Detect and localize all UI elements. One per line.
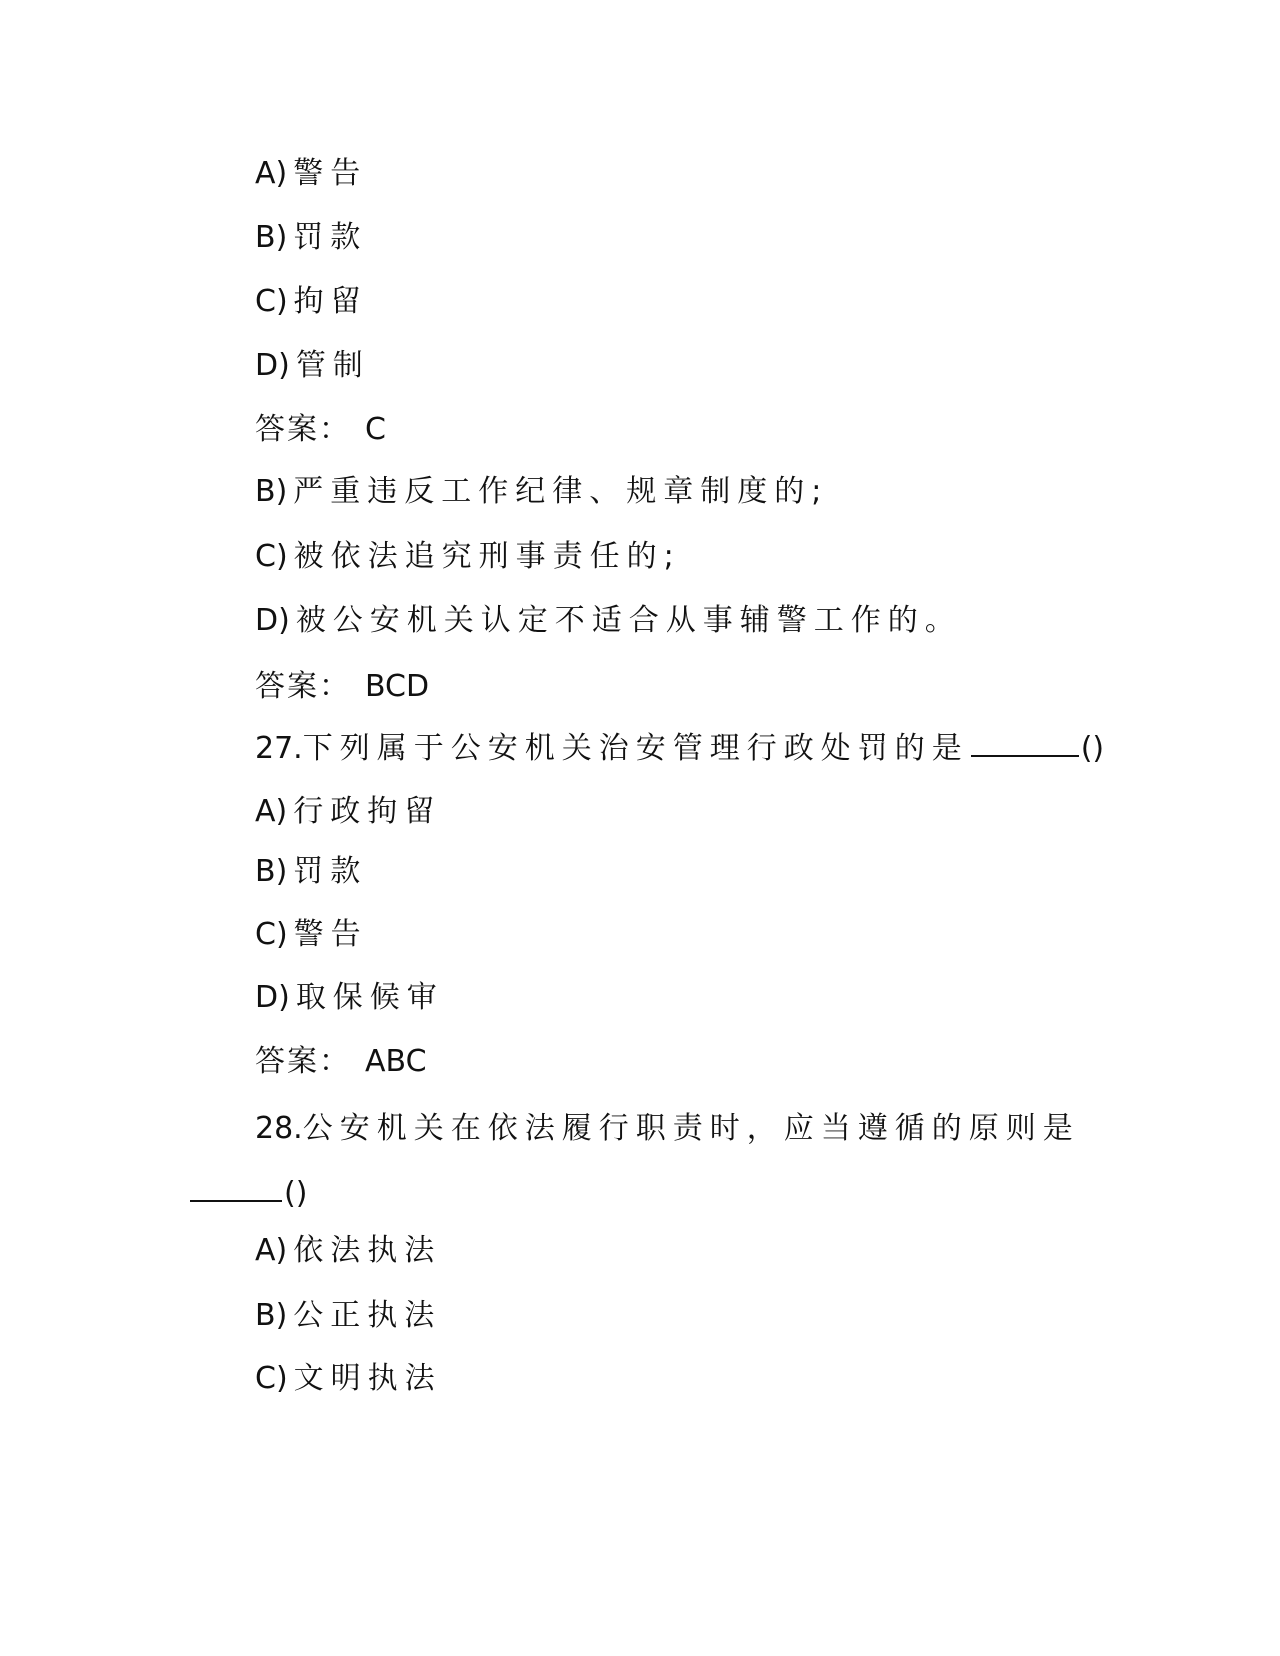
answer-paren: () (1080, 731, 1105, 766)
answer-line (255, 665, 429, 709)
option-text: 依法执法 (293, 1233, 442, 1268)
option-letter: B) (255, 854, 288, 889)
question-text: 下列属于公安机关治安管理行政处罚的是 (302, 731, 969, 766)
answer-blank (190, 1172, 282, 1202)
answer-value: BCD (365, 669, 430, 704)
option-letter: A) (255, 1233, 288, 1268)
option-text: 文明执法 (293, 1361, 442, 1396)
option-line (255, 216, 367, 260)
option-letter: C) (255, 917, 288, 952)
option-line (255, 152, 367, 196)
answer-value: ABC (365, 1044, 427, 1079)
option-text: 管制 (295, 348, 370, 383)
option-line (255, 1294, 441, 1338)
answer-line (255, 1040, 427, 1084)
option-letter: D) (255, 348, 290, 383)
option-text: 严重违反工作纪律、规章制度的; (293, 474, 829, 509)
option-line (255, 470, 828, 514)
option-line (255, 344, 370, 388)
option-text: 罚款 (293, 854, 368, 889)
question-line (255, 727, 1104, 771)
option-text: 警告 (293, 156, 368, 191)
option-letter: B) (255, 1298, 288, 1333)
option-line (255, 280, 368, 324)
question-continuation-line (188, 1172, 307, 1216)
option-letter: C) (255, 1361, 288, 1396)
question-line (255, 1107, 1080, 1151)
option-text: 被公安机关认定不适合从事辅警工作的。 (295, 603, 962, 638)
option-letter: C) (255, 539, 288, 574)
option-letter: C) (255, 284, 288, 319)
question-number: 28. (255, 1111, 303, 1146)
option-line (255, 599, 962, 643)
option-letter: D) (255, 603, 290, 638)
option-text: 取保候审 (295, 980, 444, 1015)
option-line (255, 850, 367, 894)
option-text: 被依法追究刑事责任的; (293, 539, 681, 574)
answer-label: 答案： (255, 669, 351, 704)
option-text: 公正执法 (293, 1298, 442, 1333)
option-line (255, 535, 681, 579)
answer-blank (971, 727, 1079, 757)
option-line (255, 790, 441, 834)
answer-label: 答案： (255, 1044, 351, 1079)
option-text: 行政拘留 (293, 794, 442, 829)
option-line (255, 1229, 441, 1273)
question-text: 公安机关在依法履行职责时，应当遵循的原则是 (302, 1111, 1080, 1146)
option-line (255, 1357, 442, 1401)
option-letter: D) (255, 980, 290, 1015)
option-text: 拘留 (293, 284, 368, 319)
option-text: 警告 (293, 917, 368, 952)
option-line (255, 913, 368, 957)
option-letter: B) (255, 474, 288, 509)
answer-paren: () (284, 1176, 308, 1211)
option-letter: B) (255, 220, 288, 255)
option-line (255, 976, 444, 1020)
option-letter: A) (255, 794, 288, 829)
question-number: 27. (255, 731, 303, 766)
answer-value: C (365, 412, 386, 447)
answer-label: 答案： (255, 412, 351, 447)
option-letter: A) (255, 156, 288, 191)
option-text: 罚款 (293, 220, 368, 255)
answer-line (255, 408, 386, 452)
